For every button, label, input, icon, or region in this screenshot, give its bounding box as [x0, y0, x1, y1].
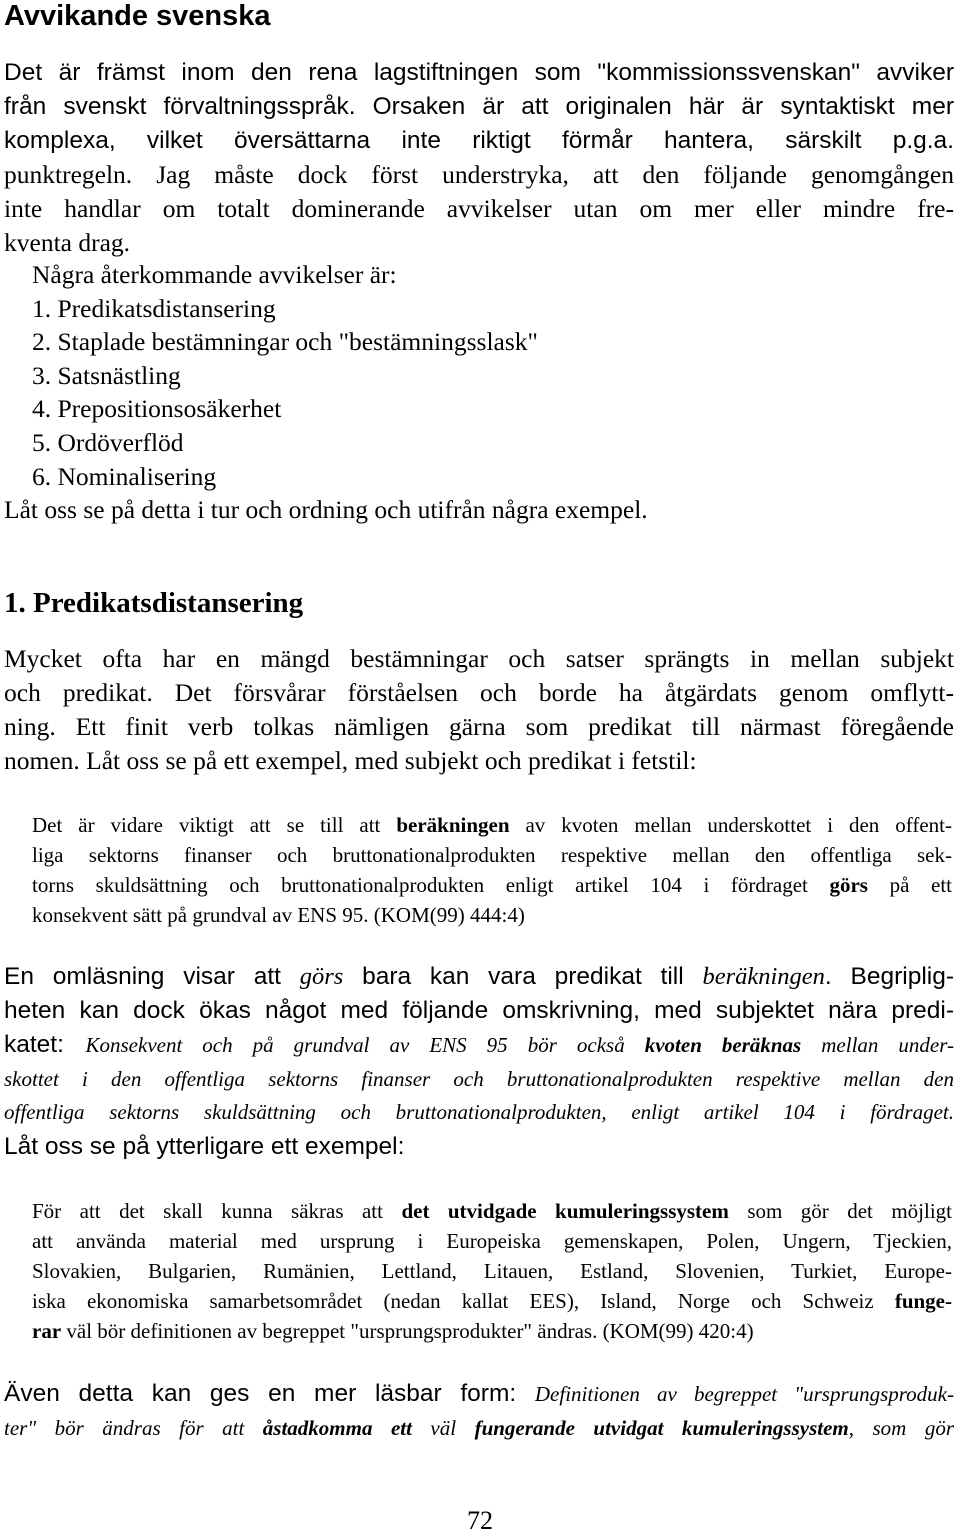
- section-paragraph: [4, 642, 954, 778]
- rewrite-text: bara kan vara predikat till: [343, 963, 703, 990]
- quote-block-2: [32, 1196, 952, 1346]
- quote-bold-subject: beräkningen: [396, 813, 510, 837]
- quote-line: liga sektorns finanser och bruttonationalprodukten respektive mellan den offentliga sek-: [32, 843, 952, 867]
- rewrite-bold-italic: fungerande utvidgat kumuleringssystem: [474, 1416, 849, 1440]
- intro-line: från svenskt förvaltningsspråk. Orsaken är att originalen här är syntaktiskt mer: [4, 93, 954, 120]
- rewrite-italic: Konsekvent och på grundval av ENS 95 bör också: [85, 1033, 645, 1057]
- rewrite-text: En omläsning visar att: [4, 963, 300, 990]
- quote-text: torns skuldsättning och bruttonationalprodukten enligt artikel 104 i fördraget: [32, 873, 830, 897]
- rewrite-italic: beräkningen: [702, 963, 825, 990]
- list-intro: Några återkommande avvikelser är:: [32, 260, 397, 289]
- quote-text: som gör det möjligt: [728, 1199, 953, 1223]
- rewrite-paragraph-1: [4, 960, 954, 1163]
- deviation-list: [4, 258, 954, 527]
- section-line: ning. Ett finit verb tolkas nämligen gärna som predikat till närmast föregående: [4, 712, 954, 741]
- quote-line: [32, 1196, 952, 1226]
- page-number: 72: [467, 1506, 493, 1535]
- rewrite-italic: mellan under-: [801, 1033, 954, 1057]
- list-item: 6. Nominalisering: [32, 461, 217, 491]
- section-heading-block: [4, 586, 954, 620]
- quote-line: Slovakien, Bulgarien, Rumänien, Lettland, Litauen, Estland, Slovenien, Turkiet, Europe-: [32, 1259, 952, 1283]
- quote-text: För att det skall kunna säkras att: [32, 1199, 402, 1223]
- section-line: Mycket ofta har en mängd bestämningar och satser sprängts in mellan subjekt: [4, 644, 954, 673]
- rewrite-line: [4, 1411, 954, 1445]
- rewrite-line: [4, 960, 954, 994]
- rewrite-italic: ter" bör ändras för att: [4, 1416, 263, 1440]
- quote-line: [32, 1286, 952, 1316]
- section-line: nomen. Låt oss se på ett exempel, med subjekt och predikat i fetstil:: [4, 746, 697, 775]
- quote-bold-subject: det utvidgade kumuleringssystem: [401, 1199, 729, 1223]
- rewrite-italic: , som gör: [848, 1416, 954, 1440]
- rewrite-line: heten kan dock ökas något med följande omskrivning, med subjektet nära predi-: [4, 996, 954, 1024]
- quote-bold-predicate: rar: [32, 1319, 62, 1343]
- rewrite-line: offentliga sektorns skuldsättning och bruttonationalprodukten, enligt artikel 104 i fördraget.: [4, 1100, 954, 1124]
- intro-line: inte handlar om totalt dominerande avvikelser utan om mer eller mindre fre-: [4, 194, 954, 223]
- rewrite-paragraph-2: [4, 1376, 954, 1445]
- quote-line: [32, 810, 952, 840]
- rewrite-line: Låt oss se på ytterligare ett exempel:: [4, 1132, 405, 1160]
- rewrite-line: [4, 1027, 954, 1063]
- quote-text: väl bör definitionen av begreppet "ursprungsprodukter" ändras. (KOM(99) 420:4): [61, 1319, 754, 1343]
- quote-bold-predicate: görs: [829, 873, 868, 897]
- rewrite-italic: görs: [299, 963, 344, 990]
- quote-bold-predicate: funge-: [894, 1289, 952, 1313]
- rewrite-line: skottet i den offentliga sektorns finanser och bruttonationalprodukten respektive mellan den: [4, 1066, 954, 1091]
- list-item: 1. Predikatsdistansering: [32, 293, 276, 323]
- quote-line: [32, 1316, 952, 1346]
- section-title: 1. Predikatsdistansering: [4, 587, 304, 619]
- rewrite-text: . Begriplig-: [824, 963, 954, 990]
- list-item: 3. Satsnästling: [32, 360, 181, 390]
- intro-paragraph: [4, 56, 954, 158]
- page-title: Avvikande svenska: [4, 0, 271, 32]
- intro-line: Det är främst inom den rena lagstiftningen som "kommissionssvenskan" avviker: [4, 59, 954, 86]
- section-line: och predikat. Det försvårar förståelsen och borde ha åtgärdats genom omflytt-: [4, 678, 954, 707]
- quote-block-1: [32, 810, 952, 930]
- rewrite-italic: Definitionen av begreppet "ursprungsproduk-: [534, 1382, 954, 1406]
- heading-block: [4, 0, 954, 32]
- rewrite-text: katet:: [4, 1031, 86, 1058]
- quote-line: [32, 870, 952, 900]
- quote-text: av kvoten mellan underskottet i den offent-: [509, 813, 952, 837]
- list-item: 2. Staplade bestämningar och "bestämningsslask": [32, 327, 538, 357]
- rewrite-bold-italic: kvoten beräknas: [644, 1033, 802, 1057]
- list-item: 5. Ordöverflöd: [32, 427, 184, 457]
- intro-continuation: [4, 158, 954, 260]
- rewrite-italic: väl: [411, 1416, 475, 1440]
- intro-line: komplexa, vilket översättarna inte riktigt förmår hantera, särskilt p.g.a.: [4, 127, 954, 154]
- rewrite-bold-italic: åstadkomma ett: [262, 1416, 412, 1440]
- quote-line: konsekvent sätt på grundval av ENS 95. (KOM(99) 444:4): [32, 903, 525, 927]
- intro-line: punktregeln. Jag måste dock först understryka, att den följande genomgången: [4, 160, 954, 189]
- quote-text: iska ekonomiska samarbetsområdet (nedan kallat EES), Island, Norge och Schweiz: [32, 1289, 895, 1313]
- rewrite-line: [4, 1376, 954, 1411]
- quote-text: Det är vidare viktigt att se till att: [32, 813, 397, 837]
- quote-text: på ett: [867, 873, 952, 897]
- list-outro: Låt oss se på detta i tur och ordning och utifrån några exempel.: [4, 495, 648, 525]
- quote-line: att använda material med ursprung i Europeiska gemenskapen, Polen, Ungern, Tjeckien,: [32, 1229, 952, 1253]
- rewrite-text: Även detta kan ges en mer läsbar form:: [4, 1380, 535, 1407]
- list-item: 4. Prepositionsosäkerhet: [32, 394, 282, 424]
- intro-line: kventa drag.: [4, 228, 131, 257]
